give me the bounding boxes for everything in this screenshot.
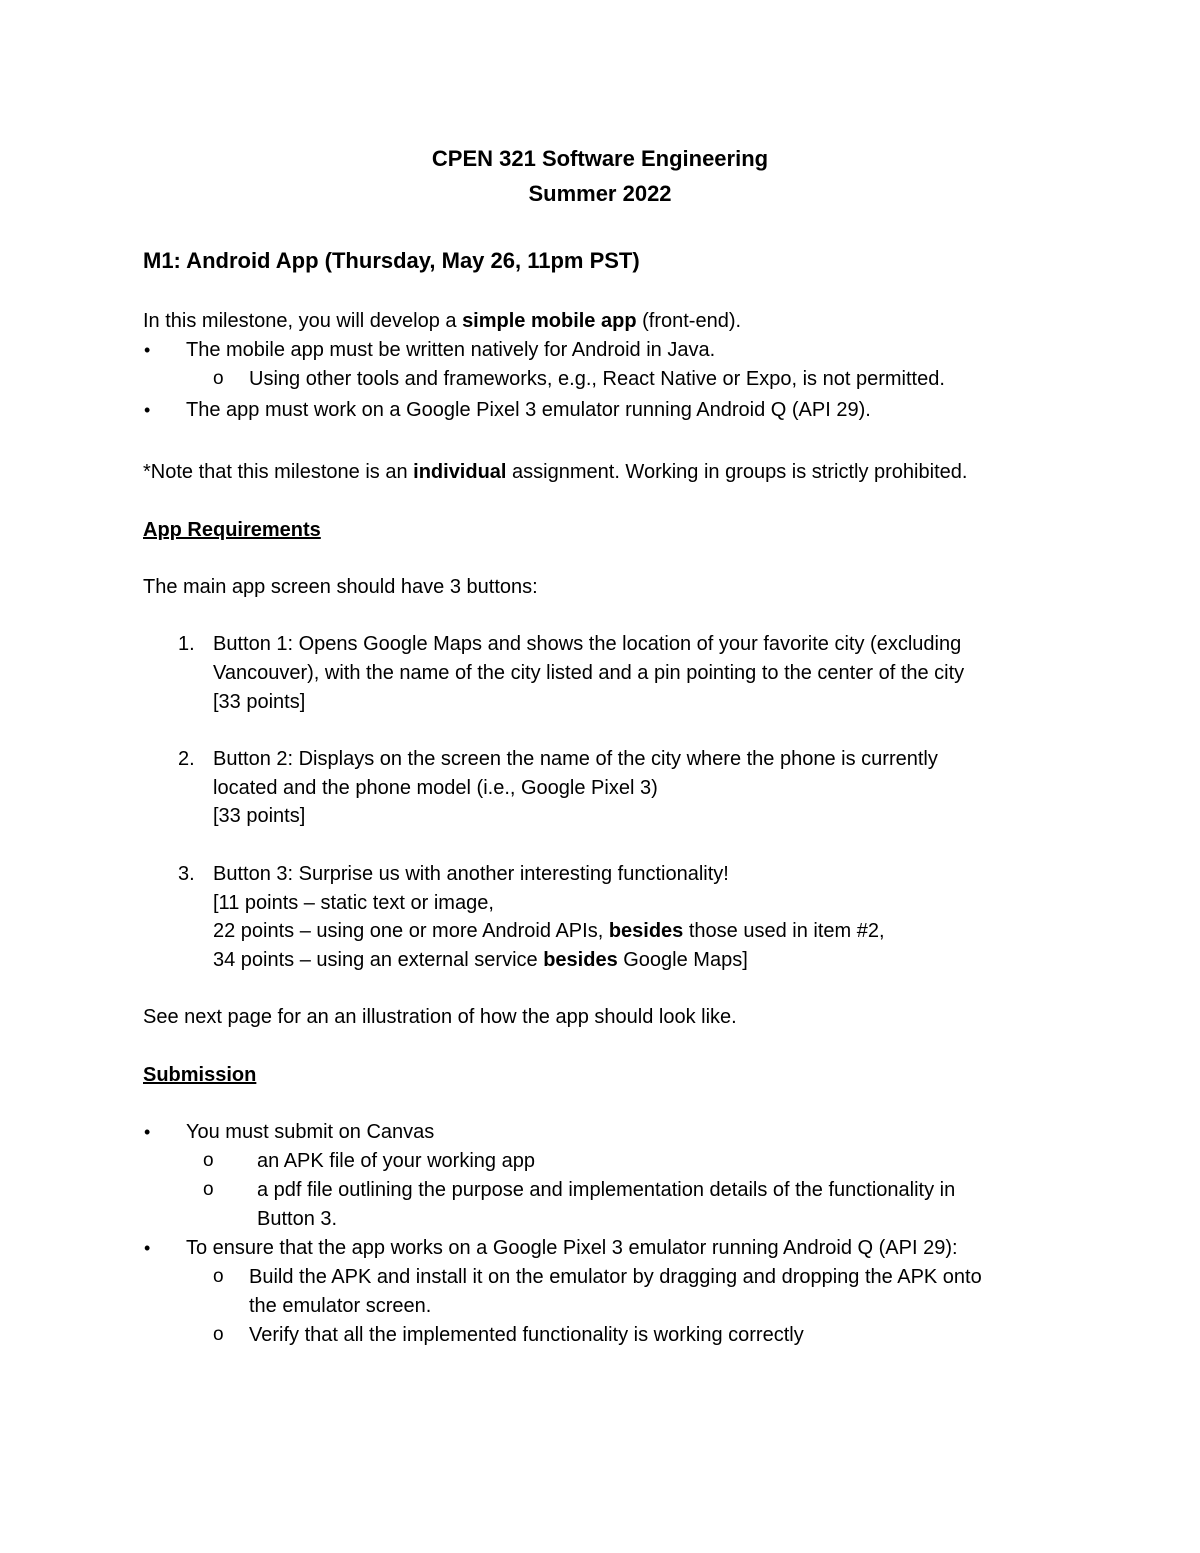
bullet-icon: • <box>144 1238 151 1258</box>
intro-bullet-2: The app must work on a Google Pixel 3 emulator running Android Q (API 29). <box>186 399 871 421</box>
item-1-line-2: Vancouver), with the name of the city listed and a pin pointing to the center of the city <box>213 662 965 684</box>
submission-bullet-1: You must submit on Canvas <box>186 1121 435 1143</box>
submission-sub-1: an APK file of your working app <box>257 1150 535 1172</box>
note-pre: *Note that this milestone is an <box>143 461 414 483</box>
item-2-points: [33 points] <box>213 805 306 827</box>
item-3-line-4 <box>213 947 748 973</box>
sub-bullet-icon: o <box>203 1150 214 1171</box>
requirements-lead: The main app screen should have 3 buttons: <box>143 576 538 598</box>
sub-bullet-icon: o <box>213 1324 224 1345</box>
item-3-line-2: [11 points – static text or image, <box>213 892 494 914</box>
submission-heading: Submission <box>143 1064 257 1086</box>
item-3-line-3-post: those used in item #2, <box>683 920 885 942</box>
course-title: CPEN 321 Software Engineering <box>431 146 769 171</box>
item-2-number: 2. <box>178 748 195 770</box>
intro-bold: simple mobile app <box>462 310 637 332</box>
bullet-icon: • <box>144 400 151 420</box>
item-3-line-3-pre: 22 points – using one or more Android APIs, <box>213 920 609 942</box>
intro-sub-1: Using other tools and frameworks, e.g., React Native or Expo, is not permitted. <box>249 368 945 390</box>
item-1-points: [33 points] <box>213 691 306 713</box>
item-1-number: 1. <box>178 633 195 655</box>
item-3-line-4-bold: besides <box>543 949 618 971</box>
submission-sub-3-line-1: Build the APK and install it on the emulator by dragging and dropping the APK onto <box>249 1266 982 1288</box>
submission-sub-2-line-1: a pdf file outlining the purpose and implementation details of the functionality in <box>257 1179 956 1201</box>
intro-bullet-1: The mobile app must be written natively for Android in Java. <box>186 339 716 361</box>
item-3-number: 3. <box>178 863 195 885</box>
bullet-icon: • <box>144 340 151 360</box>
item-3-line-3-bold: besides <box>608 920 684 942</box>
sub-bullet-icon: o <box>213 1266 224 1287</box>
submission-sub-3-line-2: the emulator screen. <box>249 1295 432 1317</box>
item-3-line-4-post: Google Maps] <box>617 949 748 971</box>
item-2-line-1: Button 2: Displays on the screen the name of the city where the phone is currently <box>213 748 938 770</box>
sub-bullet-icon: o <box>213 368 224 389</box>
intro-paragraph <box>143 308 741 334</box>
submission-sub-4: Verify that all the implemented functionality is working correctly <box>249 1324 804 1346</box>
note-post: assignment. Working in groups is strictly prohibited. <box>506 461 968 483</box>
item-1-line-1: Button 1: Opens Google Maps and shows the location of your favorite city (excluding <box>213 633 962 655</box>
milestone-title: M1: Android App (Thursday, May 26, 11pm PST) <box>143 248 640 273</box>
see-next-page: See next page for an an illustration of how the app should look like. <box>143 1006 737 1028</box>
submission-sub-2-line-2: Button 3. <box>257 1208 338 1230</box>
item-3-line-1: Button 3: Surprise us with another interesting functionality! <box>213 863 729 885</box>
item-3-line-4-pre: 34 points – using an external service <box>213 949 544 971</box>
intro-post: (front-end). <box>636 310 742 332</box>
intro-pre: In this milestone, you will develop a <box>143 310 463 332</box>
submission-bullet-2: To ensure that the app works on a Google Pixel 3 emulator running Android Q (API 29): <box>186 1237 958 1259</box>
sub-bullet-icon: o <box>203 1179 214 1200</box>
note-paragraph <box>143 459 967 485</box>
term-title: Summer 2022 <box>528 181 672 206</box>
item-3-line-3 <box>213 918 885 944</box>
bullet-icon: • <box>144 1122 151 1142</box>
requirements-heading: App Requirements <box>143 519 321 541</box>
item-2-line-2: located and the phone model (i.e., Google Pixel 3) <box>213 777 658 799</box>
note-bold: individual <box>413 461 507 483</box>
